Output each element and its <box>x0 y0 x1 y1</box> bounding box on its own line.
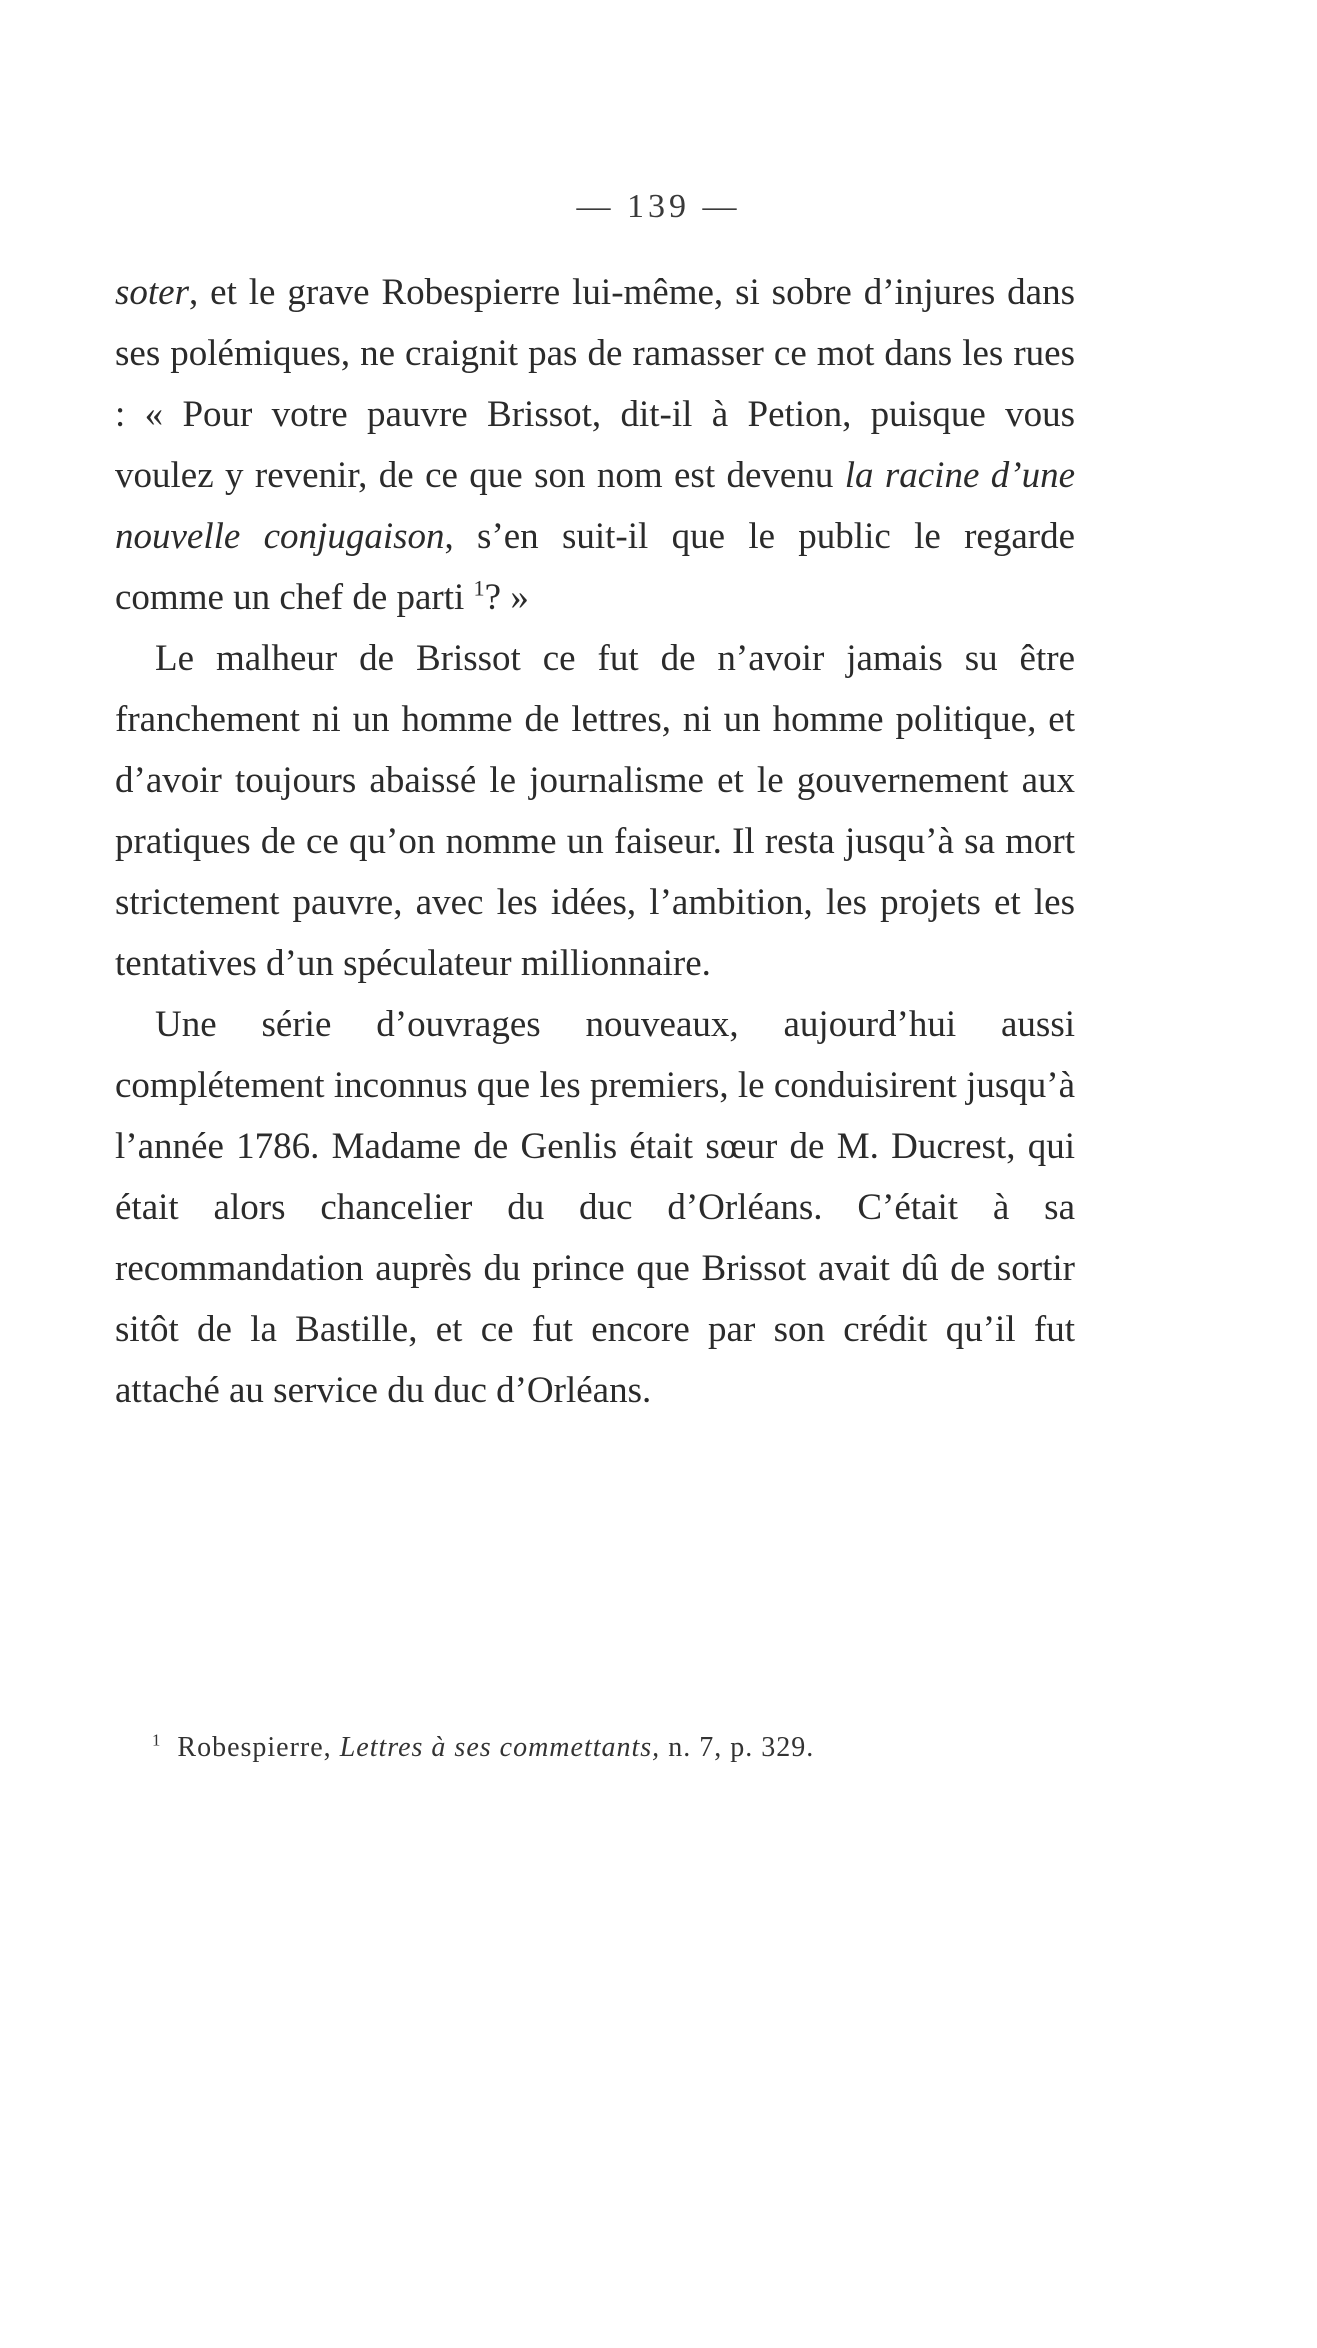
paragraph-2-text: Le malheur de Brissot ce fut de n’avoir jamais su être franchement ni un homme de lettres, ni un homme politique, et d’avoir toujours abaissé le journalisme et le gouvernement aux pratiques de ce qu’on nomme un faiseur. Il resta jusqu’à sa mort strictement pauvre, avec les idées, l’ambition, les projets et les tentatives d’un spéculateur millionnaire. <box>115 638 1075 984</box>
paragraph-1-text-c: ? » <box>484 577 529 618</box>
footnote-ref-marker: 1 <box>473 575 485 601</box>
paragraph-2 <box>115 628 1075 994</box>
italic-quote-title: la racine d’une nouvelle conjugaison <box>115 455 1075 557</box>
footnote-title: Lettres à ses commettants, <box>339 1732 661 1763</box>
footnote <box>152 1728 1052 1768</box>
paragraph-1-text-a: , et le grave Robespierre lui-même, si sobre d’injures dans ses polémiques, ne craignit pas de ramasser ce mot dans les rues : « Pour votre pauvre Brissot, dit-il à Petion, puisque vous voulez y revenir, de ce que son nom est devenu <box>115 272 1075 496</box>
footnote-reference: n. 7, p. 329. <box>668 1732 815 1763</box>
italic-word-soter: soter <box>115 272 189 313</box>
paragraph-3-text: Une série d’ouvrages nouveaux, aujourd’hui aussi complétement inconnus que les premiers, le conduisirent jusqu’à l’année 1786. Madame de Genlis était sœur de M. Ducrest, qui était alors chancelier du duc d’Orléans. C’était à sa recommandation auprès du prince que Brissot avait dû de sortir sitôt de la Bastille, et ce fut encore par son crédit qu’il fut attaché au service du duc d’Orléans. <box>115 1004 1075 1411</box>
body-text <box>115 262 1075 1421</box>
footnote-author: Robespierre, <box>177 1732 332 1763</box>
paragraph-1 <box>115 262 1075 628</box>
paragraph-1-text-b: , s’en suit-il que le public le regarde comme un chef de parti <box>115 516 1075 618</box>
footnote-marker: 1 <box>152 1730 162 1750</box>
page-number: — 139 — <box>576 188 741 225</box>
paragraph-3 <box>115 994 1075 1421</box>
